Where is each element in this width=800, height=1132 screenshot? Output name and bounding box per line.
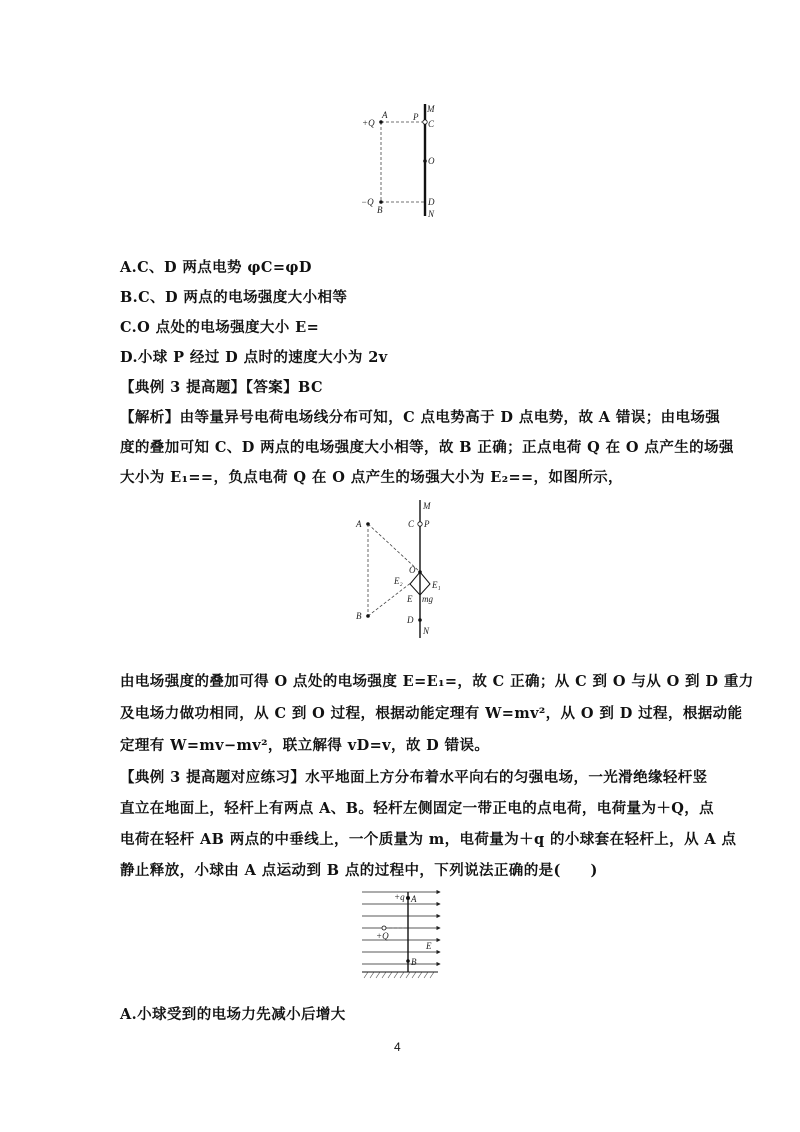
fig2-D: D xyxy=(407,615,414,625)
fig2-E1: E₁ xyxy=(432,580,441,590)
option2-a: A.小球受到的电场力先减小后增大 xyxy=(120,1006,346,1023)
fig2-O: O xyxy=(409,565,416,575)
practice-line-2: 直立在地面上，轻杆上有两点 A、B。轻杆左侧固定一带正电的点电荷，电荷量为＋Q，点 xyxy=(120,800,715,817)
fig2-E: E xyxy=(407,594,413,604)
fig1-P: P xyxy=(413,112,419,122)
fig3-plusq: +q xyxy=(394,892,405,902)
option-b: B.C、D 两点的电场强度大小相等 xyxy=(120,289,348,306)
fig2-B: B xyxy=(356,611,362,621)
conclusion-line-1: 由电场强度的叠加可得 O 点处的电场强度 E=E₁=，故 C 正确；从 C 到 O 与从 O 到 D 重力 xyxy=(120,673,754,690)
option-a: A.C、D 两点电势 φC=φD xyxy=(120,259,312,276)
practice-line-3: 电荷在轻杆 AB 两点的中垂线上，一个质量为 m，电荷量为＋q 的小球套在轻杆上，从 A 点 xyxy=(120,831,737,848)
fig2-M: M xyxy=(423,501,431,511)
fig2-C: C xyxy=(408,519,415,529)
example-header: 【典例 3 提高题】【答案】BC xyxy=(120,379,323,396)
conclusion-line-2: 及电场力做功相同，从 C 到 O 过程，根据动能定理有 W=mv²，从 O 到 D 过程，根据动能 xyxy=(120,705,743,722)
fig2-P: P xyxy=(424,519,430,529)
fig1-O: O xyxy=(428,156,435,166)
figure-1-diagram xyxy=(355,100,455,220)
page-number: 4 xyxy=(394,1040,401,1054)
analysis-line-3: 大小为 E₁==，负点电荷 Q 在 O 点产生的场强大小为 E₂==，如图所示， xyxy=(120,469,623,486)
fig3-A: A xyxy=(411,894,417,904)
fig2-E2: E₂ xyxy=(394,576,403,586)
fig1-M: M xyxy=(427,104,435,114)
fig1-C: C xyxy=(428,119,435,129)
analysis-line-2: 度的叠加可知 C、D 两点的电场强度大小相等，故 B 正确；正点电荷 Q 在 O 点产生的场强 xyxy=(120,439,734,456)
practice-line-1: 【典例 3 提高题对应练习】水平地面上方分布着水平向右的匀强电场，一光滑绝缘轻杆竖 xyxy=(120,769,708,786)
figure-2-diagram xyxy=(350,498,460,643)
fig2-A: A xyxy=(356,519,362,529)
fig1-N: N xyxy=(428,209,435,219)
fig2-mg: mg xyxy=(422,594,433,604)
fig1-plusQ: +Q xyxy=(362,118,375,128)
fig3-B: B xyxy=(411,957,417,967)
fig3-E: E xyxy=(426,941,432,951)
practice-line-4: 静止释放，小球由 A 点运动到 B 点的过程中，下列说法正确的是( ) xyxy=(120,862,598,879)
conclusion-line-3: 定理有 W=mv−mv²，联立解得 vD=v，故 D 错误。 xyxy=(120,737,490,754)
fig2-N: N xyxy=(423,626,430,636)
figure-3-diagram xyxy=(358,886,448,982)
fig3-plusQ: +Q xyxy=(376,931,389,941)
fig1-D: D xyxy=(428,197,435,207)
fig1-B: B xyxy=(377,205,383,215)
option-d: D.小球 P 经过 D 点时的速度大小为 2v xyxy=(120,349,388,366)
analysis-line-1: 【解析】由等量异号电荷电场线分布可知，C 点电势高于 D 点电势，故 A 错误；由电场强 xyxy=(120,409,721,426)
fig1-minusQ: −Q xyxy=(361,197,374,207)
fig1-A: A xyxy=(382,110,388,120)
option-c: C.O 点处的电场强度大小 E= xyxy=(120,319,320,336)
